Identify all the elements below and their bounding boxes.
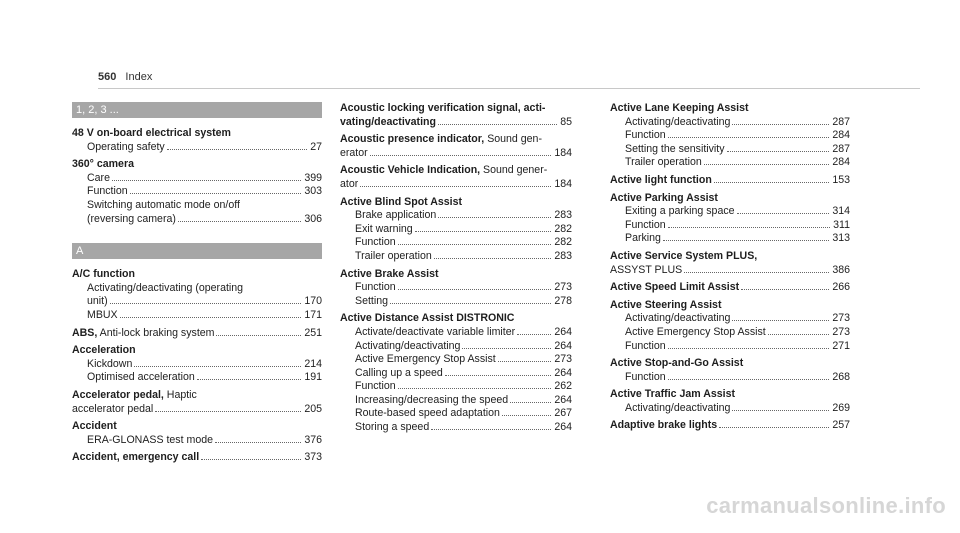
page-ref: 205 <box>304 402 322 415</box>
sub-entry[interactable]: unit) 170 <box>87 295 322 308</box>
entry-term: Acoustic Vehicle Indication, <box>340 164 481 177</box>
entry-term: Active Lane Keeping Assist <box>610 102 749 114</box>
entry-term: Acceleration <box>72 344 136 357</box>
index-entry[interactable] <box>610 419 850 433</box>
page-ref: 287 <box>832 142 850 155</box>
page-ref: 282 <box>554 236 572 249</box>
entry-term: Active Distance Assist DISTRONIC <box>340 312 515 325</box>
page-ref: 184 <box>554 146 572 159</box>
header-divider <box>98 88 920 89</box>
entry-term: Active Steering Assist <box>610 298 722 311</box>
index-entry <box>610 299 850 353</box>
sub-entry[interactable]: Activate/deactivate variable limiter 264 <box>355 325 572 338</box>
entry-term: 360° camera <box>72 158 134 171</box>
entry-term: Active Stop-and-Go Assist <box>610 357 744 370</box>
watermark: carmanualsonline.info <box>706 493 946 518</box>
sub-entry[interactable]: Active Emergency Stop Assist 273 <box>355 353 572 366</box>
page-ref: 264 <box>554 366 572 379</box>
entry-term: Adaptive brake lights <box>610 419 718 432</box>
page-ref: 278 <box>554 294 572 307</box>
page-ref: 27 <box>310 140 322 153</box>
page-ref: 386 <box>832 263 850 276</box>
sub-entry[interactable]: Function 271 <box>625 339 850 352</box>
page-ref: 399 <box>304 171 322 184</box>
entry-term: Accident, emergency call <box>72 451 200 464</box>
sub-entry[interactable]: Active Emergency Stop Assist 273 <box>625 325 850 338</box>
sub-entry[interactable]: Function 273 <box>355 281 572 294</box>
page-ref: 273 <box>832 312 850 325</box>
sub-entry[interactable]: Brake application 283 <box>355 209 572 222</box>
page-ref: 283 <box>554 209 572 222</box>
entry-term: Active Traffic Jam Assist <box>610 388 736 401</box>
index-column-3 <box>610 102 850 437</box>
entry-term: 48 V on-board electrical system <box>72 127 231 139</box>
sub-entry[interactable]: Care 399 <box>87 171 322 184</box>
index-entry <box>610 357 850 384</box>
sub-entry[interactable]: Activating/deactivating 264 <box>355 339 572 352</box>
page-ref: 170 <box>304 295 322 308</box>
sub-entry[interactable]: Function 268 <box>625 370 850 383</box>
entry-term: Active Speed Limit Assist <box>610 281 740 294</box>
sub-entry[interactable]: Parking 313 <box>625 232 850 245</box>
page-ref: 262 <box>554 380 572 393</box>
sub-entry[interactable]: Function 282 <box>355 236 572 249</box>
page-ref: 184 <box>554 177 572 190</box>
index-entry <box>340 268 572 309</box>
page-ref: 303 <box>304 185 322 198</box>
index-entry[interactable]: Active Service System PLUS, ASSYST PLUS 386 <box>610 249 850 276</box>
sub-entry[interactable]: Activating/deactivating 287 <box>625 115 850 128</box>
entry-term: Active Parking Assist <box>610 191 718 204</box>
section-header: 1, 2, 3 ... <box>72 102 322 118</box>
sub-entry[interactable]: Activating/deactivating 269 <box>625 401 850 414</box>
page-ref: 251 <box>304 326 322 339</box>
sub-entry[interactable]: MBUX 171 <box>87 308 322 321</box>
index-entry <box>72 127 322 154</box>
index-entry <box>340 312 572 434</box>
page-ref: 311 <box>833 218 850 231</box>
page-header <box>98 71 152 83</box>
page-ref: 267 <box>554 407 572 420</box>
page-number: 560 <box>98 71 117 83</box>
page-ref: 257 <box>832 419 850 432</box>
sub-entry[interactable]: Setting the sensitivity 287 <box>625 142 850 155</box>
sub-entry[interactable]: Setting 278 <box>355 294 572 307</box>
sub-entry[interactable]: Trailer operation 283 <box>355 249 572 262</box>
sub-entry-text: Activating/deactivating (operating <box>87 281 244 294</box>
page-ref: 264 <box>554 421 572 434</box>
entry-term: A/C function <box>72 268 135 281</box>
sub-entry[interactable]: Function 311 <box>625 218 850 231</box>
page-ref: 273 <box>554 353 572 366</box>
page-ref: 266 <box>832 281 850 294</box>
page-ref: 273 <box>832 325 850 338</box>
sub-entry[interactable]: Operating safety 27 <box>87 140 322 153</box>
index-entry[interactable] <box>610 174 850 188</box>
index-entry <box>610 102 850 170</box>
entry-term: Active light function <box>610 173 712 186</box>
page-ref: 306 <box>304 212 322 225</box>
sub-entry[interactable]: ERA-GLONASS test mode 376 <box>87 433 322 446</box>
sub-entry[interactable]: Exiting a parking space 314 <box>625 205 850 218</box>
sub-entry[interactable]: Route-based speed adaptation 267 <box>355 407 572 420</box>
sub-entry[interactable]: Increasing/decreasing the speed 264 <box>355 393 572 406</box>
entry-term: Active Blind Spot Assist <box>340 195 463 208</box>
index-entry <box>72 344 322 385</box>
index-entry[interactable] <box>72 451 322 465</box>
page-ref: 264 <box>554 339 572 352</box>
page-ref: 214 <box>304 357 322 370</box>
index-entry <box>72 420 322 447</box>
sub-entry[interactable]: Trailer operation 284 <box>625 156 850 169</box>
sub-entry[interactable]: Calling up a speed 264 <box>355 366 572 379</box>
index-entry[interactable]: Acoustic locking verification signal, acti- vating/deactivating 85 <box>340 102 572 128</box>
page-ref: 313 <box>832 232 850 245</box>
header-title: Index <box>125 71 153 83</box>
page-ref: 283 <box>554 249 572 262</box>
page-ref: 287 <box>832 115 850 128</box>
page-ref: 269 <box>832 401 850 414</box>
page-ref: 373 <box>304 451 322 464</box>
page-ref: 284 <box>832 156 850 169</box>
entry-term: Accelerator pedal, <box>72 388 164 401</box>
entry-term: Active Service System PLUS, <box>610 249 758 262</box>
index-entry <box>610 388 850 415</box>
index-column-2 <box>340 102 572 439</box>
page-ref: 376 <box>304 433 322 446</box>
sub-entry[interactable]: Function 262 <box>355 380 572 393</box>
section-header: A <box>72 243 322 259</box>
sub-entry[interactable]: Function 284 <box>625 129 850 142</box>
sub-entry[interactable]: Activating/deactivating 273 <box>625 312 850 325</box>
sub-entry[interactable]: Storing a speed 264 <box>355 421 572 434</box>
entry-term: ABS, <box>72 326 98 339</box>
index-column-1 <box>72 102 322 469</box>
index-entry[interactable]: Acoustic presence indicator, Sound gen- erator 184 <box>340 133 572 159</box>
sub-entry[interactable]: Optimised acceleration 191 <box>87 371 322 384</box>
sub-entry[interactable]: Kickdown 214 <box>87 357 322 370</box>
page-ref: 284 <box>832 129 850 142</box>
index-entry <box>340 196 572 264</box>
index-entry[interactable]: Accelerator pedal, Haptic accelerator pedal 205 <box>72 388 322 415</box>
sub-entry[interactable]: Function 303 <box>87 185 322 198</box>
page-ref: 264 <box>554 325 572 338</box>
sub-entry[interactable]: (reversing camera) 306 <box>87 212 322 225</box>
page-ref: 271 <box>832 339 850 352</box>
entry-term: Active Brake Assist <box>340 267 439 280</box>
page-ref: 264 <box>554 393 572 406</box>
index-entry <box>72 268 322 322</box>
index-entry[interactable]: Acoustic Vehicle Indication, Sound gener- ator 184 <box>340 164 572 190</box>
sub-entry-text: Switching automatic mode on/off <box>87 198 240 211</box>
index-entry <box>72 158 322 226</box>
entry-term: Acoustic presence indicator, <box>340 133 485 146</box>
page-ref: 153 <box>832 173 850 186</box>
sub-entry[interactable]: Exit warning 282 <box>355 222 572 235</box>
page-ref: 191 <box>304 371 322 384</box>
page-ref: 273 <box>554 281 572 294</box>
page-ref: 268 <box>832 370 850 383</box>
page-ref: 314 <box>832 205 850 218</box>
entry-term: Accident <box>72 420 117 433</box>
entry-term: Acoustic locking verification signal, acti- <box>340 102 546 114</box>
index-entry <box>610 192 850 246</box>
page-ref: 85 <box>560 115 572 128</box>
index-entry[interactable] <box>610 281 850 295</box>
index-entry[interactable]: ABS, Anti-lock braking system 251 <box>72 326 322 339</box>
page-ref: 282 <box>554 222 572 235</box>
page-ref: 171 <box>304 308 322 321</box>
